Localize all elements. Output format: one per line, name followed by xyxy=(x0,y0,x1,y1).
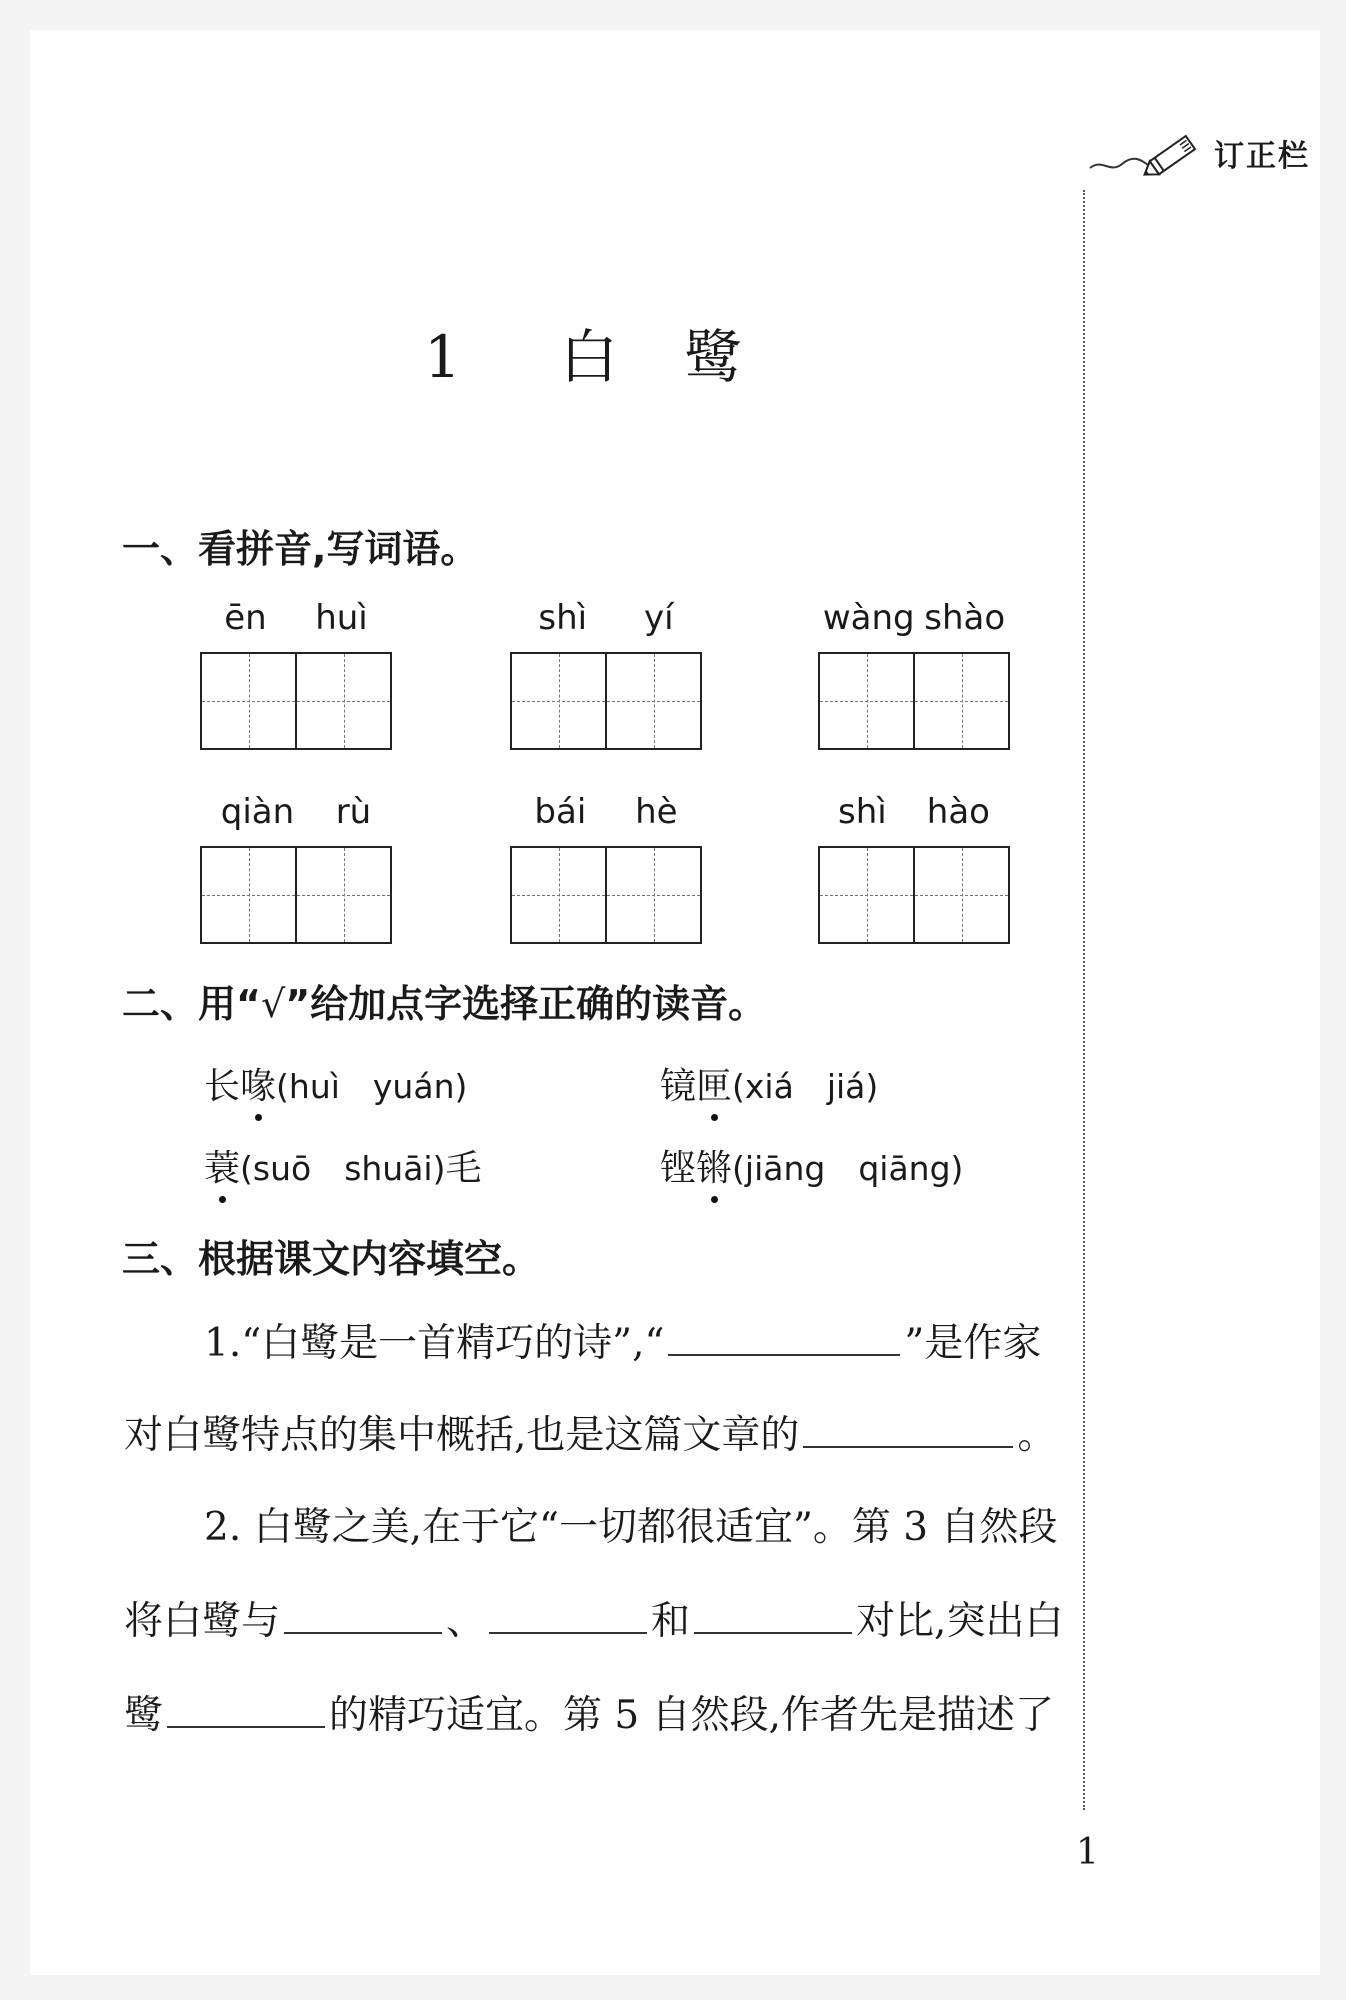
correction-column-header xyxy=(1088,128,1310,178)
pinyin-syllable: shào xyxy=(924,598,1006,638)
fill-q2-line3 xyxy=(124,1684,1054,1740)
pinyin-group-2 xyxy=(510,596,702,750)
checkmark-icon: √ xyxy=(260,982,286,1026)
question-text: 。 xyxy=(1017,1413,1057,1458)
pinyin-options[interactable]: (huì yuán) xyxy=(276,1067,468,1106)
question-text: 1.“白鹭是一首精巧的诗”,“ xyxy=(204,1321,665,1366)
pinyin-options[interactable]: (jiāng qiāng) xyxy=(732,1149,964,1188)
pinyin-syllable: shì xyxy=(538,598,588,638)
question-text: 对白鹭特点的集中概括,也是这篇文章的 xyxy=(124,1413,800,1458)
pinyin-group-5 xyxy=(510,790,702,944)
fill-q1-line1 xyxy=(204,1312,1041,1368)
pinyin-syllable: rù xyxy=(335,792,372,832)
pinyin-syllable: qiàn xyxy=(220,792,295,832)
reading-item-1 xyxy=(204,1058,467,1109)
section1-heading: 一、看拼音,写词语。 xyxy=(122,527,479,571)
tianzige-grid[interactable] xyxy=(510,652,702,750)
lesson-name: 白 鹭 xyxy=(559,323,746,391)
char: 毛 xyxy=(445,1148,482,1189)
question-text: 将白鹭与 xyxy=(124,1599,281,1644)
pinyin-options[interactable]: (xiá jiá) xyxy=(732,1067,879,1106)
fill-q2-line2 xyxy=(124,1590,1063,1646)
fill-q1-line2 xyxy=(124,1404,1056,1460)
question-text: 鹭 xyxy=(124,1693,164,1738)
section3-heading: 三、根据课文内容填空。 xyxy=(122,1237,541,1281)
char: 长 xyxy=(204,1066,241,1107)
question-text: 、 xyxy=(446,1599,486,1644)
dotted-char: 锵 xyxy=(696,1140,732,1191)
section2-heading xyxy=(122,973,766,1028)
answer-blank[interactable] xyxy=(694,1598,852,1634)
pinyin-group-1 xyxy=(200,596,392,750)
char: 镜 xyxy=(660,1066,697,1107)
pinyin-syllable: hè xyxy=(635,792,678,832)
tianzige-grid[interactable] xyxy=(510,846,702,944)
dotted-char: 喙 xyxy=(240,1058,276,1109)
tianzige-grid[interactable] xyxy=(818,846,1010,944)
lesson-number: 1 xyxy=(424,323,465,391)
pinyin-syllable: huì xyxy=(315,598,368,638)
pinyin-options[interactable]: (suō shuāi) xyxy=(240,1149,446,1188)
pencil-icon xyxy=(1088,128,1208,178)
reading-item-4 xyxy=(660,1140,963,1191)
answer-blank[interactable] xyxy=(167,1692,325,1728)
dotted-char: 蓑 xyxy=(204,1140,240,1191)
pinyin-syllable: yí xyxy=(643,598,674,638)
tianzige-grid[interactable] xyxy=(200,652,392,750)
reading-item-2 xyxy=(660,1058,878,1109)
question-text: 的精巧适宜。第 5 自然段,作者先是描述了 xyxy=(329,1693,1055,1738)
pinyin-syllable: shì xyxy=(838,792,887,832)
pinyin-syllable: bái xyxy=(534,792,587,832)
dotted-char: 匣 xyxy=(696,1058,732,1109)
pinyin-group-6 xyxy=(818,790,1010,944)
heading-text: 二、用“ xyxy=(122,982,261,1026)
pinyin-syllable: hào xyxy=(926,792,990,832)
heading-text: ”给加点字选择正确的读音。 xyxy=(285,982,767,1026)
fill-q2-line1: 2. 白鹭之美,在于它“一切都很适宜”。第 3 自然段 xyxy=(204,1505,1058,1550)
pinyin-syllable: wàng xyxy=(822,598,915,638)
reading-item-3 xyxy=(204,1140,482,1191)
char: 铿 xyxy=(660,1148,697,1189)
pinyin-syllable: ēn xyxy=(224,598,267,638)
question-text: 对比,突出白 xyxy=(856,1599,1064,1644)
correction-column-label: 订正栏 xyxy=(1214,139,1310,174)
answer-blank[interactable] xyxy=(489,1598,647,1634)
pinyin-group-4 xyxy=(200,790,392,944)
answer-blank[interactable] xyxy=(803,1412,1013,1448)
lesson-title xyxy=(0,310,1170,394)
answer-blank[interactable] xyxy=(668,1320,900,1356)
question-text: ”是作家 xyxy=(904,1321,1042,1366)
answer-blank[interactable] xyxy=(284,1598,442,1634)
question-text: 和 xyxy=(651,1599,691,1644)
tianzige-grid[interactable] xyxy=(818,652,1010,750)
pinyin-group-3 xyxy=(818,596,1010,750)
page-number: 1 xyxy=(1076,1832,1099,1873)
tianzige-grid[interactable] xyxy=(200,846,392,944)
correction-divider xyxy=(1083,190,1085,1810)
